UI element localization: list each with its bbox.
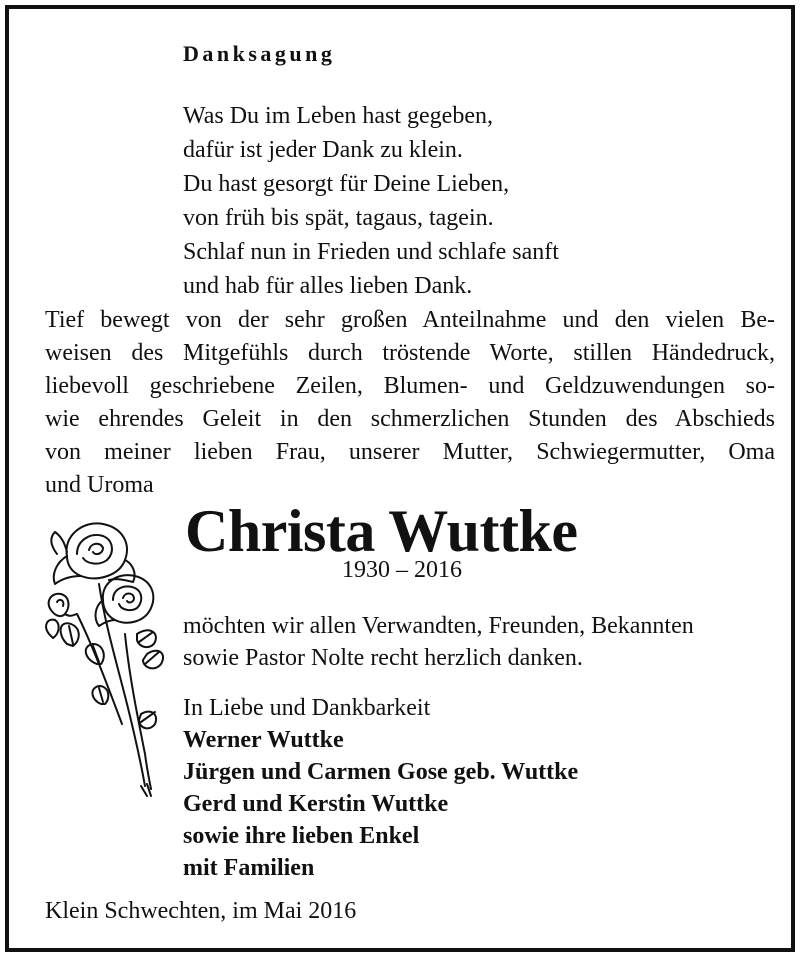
family-member: mit Familien xyxy=(183,855,315,881)
paragraph-line: wie ehrendes Geleit in den schmerzlichen Stunden des Abschieds xyxy=(45,406,775,432)
poem-line: und hab für alles lieben Dank. xyxy=(183,273,473,299)
closing-phrase: In Liebe und Dankbarkeit xyxy=(183,695,431,721)
paragraph-line: liebevoll geschriebene Zeilen, Blumen- und Geldzuwendungen so- xyxy=(45,373,775,399)
poem-line: von früh bis spät, tagaus, tagein. xyxy=(183,205,494,231)
paragraph-line: weisen des Mitgefühls durch tröstende Worte, stillen Händedruck, xyxy=(45,340,775,366)
place-and-date: Klein Schwechten, im Mai 2016 xyxy=(45,898,357,924)
family-member: sowie ihre lieben Enkel xyxy=(183,823,420,849)
thanks-line: möchten wir allen Verwandten, Freunden, Bekannten xyxy=(183,613,694,639)
deceased-name: Christa Wuttke xyxy=(185,498,578,564)
family-member: Gerd und Kerstin Wuttke xyxy=(183,791,449,817)
poem-line: dafür ist jeder Dank zu klein. xyxy=(183,137,463,163)
paragraph-line: Tief bewegt von der sehr großen Anteilnahme und den vielen Be- xyxy=(45,307,775,333)
paragraph-line: und Uroma xyxy=(45,472,154,498)
thanks-line: sowie Pastor Nolte recht herzlich danken. xyxy=(183,645,583,671)
life-years: 1930 – 2016 xyxy=(342,557,462,583)
family-member: Jürgen und Carmen Gose geb. Wuttke xyxy=(183,759,579,785)
poem xyxy=(183,99,559,303)
thanks-text xyxy=(183,610,694,674)
paragraph-line: von meiner lieben Frau, unserer Mutter, Schwiegermutter, Oma xyxy=(45,439,775,465)
gratitude-paragraph xyxy=(45,304,775,502)
poem-line: Du hast gesorgt für Deine Lieben, xyxy=(183,171,510,197)
notice-heading: Danksagung xyxy=(183,41,336,66)
obituary-frame xyxy=(5,5,795,952)
poem-line: Was Du im Leben hast gegeben, xyxy=(183,103,493,129)
poem-line: Schlaf nun in Frieden und schlafe sanft xyxy=(183,239,559,265)
family-member: Werner Wuttke xyxy=(183,727,344,753)
signatories xyxy=(183,692,578,884)
roses-illustration-icon xyxy=(37,514,177,804)
